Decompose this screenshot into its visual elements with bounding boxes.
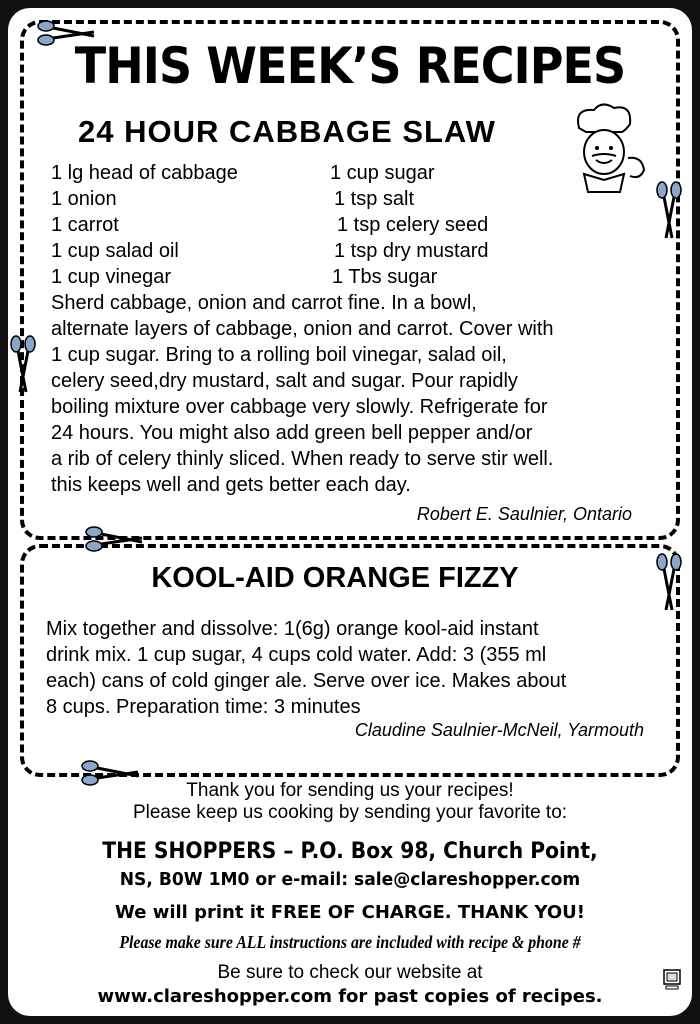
footer-website: www.clareshopper.com for past copies of recipes.: [97, 986, 603, 1007]
recipe1-ingredients-right: [330, 160, 489, 290]
direction-line: Mix together and dissolve: 1(6g) orange kool-aid instant: [46, 618, 539, 640]
footer-website-intro: Be sure to check our website at: [217, 962, 483, 983]
ingredient: 1 cup sugar: [330, 162, 435, 184]
direction-line: boiling mixture over cabbage very slowly. Refrigerate for: [51, 396, 548, 418]
computer-icon: [662, 968, 682, 992]
scissors-icon: [84, 524, 144, 554]
thanks-line: Thank you for sending us your recipes!: [186, 780, 514, 801]
recipe2-directions: [46, 616, 666, 720]
recipe1-ingredients-left: [51, 160, 238, 290]
ingredient: 1 cup salad oil: [51, 240, 179, 262]
direction-line: each) cans of cold ginger ale. Serve over ice. Makes about: [46, 670, 567, 692]
recipe2-title: KOOL-AID ORANGE FIZZY: [151, 562, 519, 594]
thanks-line: Please keep us cooking by sending your favorite to:: [132, 802, 568, 823]
direction-line: drink mix. 1 cup sugar, 4 cups cold water. Add: 3 (355 ml: [46, 644, 547, 666]
recipe1-credit: Robert E. Saulnier, Ontario: [416, 504, 632, 524]
recipe1-title: 24 HOUR CABBAGE SLAW: [78, 114, 496, 149]
direction-line: 24 hours. You might also add green bell pepper and/or: [51, 422, 533, 444]
direction-line: Sherd cabbage, onion and carrot fine. In a bowl,: [51, 292, 477, 314]
ingredient: 1 onion: [51, 188, 117, 210]
direction-line: 1 cup sugar. Bring to a rolling boil vinegar, salad oil,: [51, 344, 507, 366]
direction-line: 8 cups. Preparation time: 3 minutes: [46, 696, 361, 718]
ingredient: 1 tsp salt: [334, 188, 415, 210]
direction-line: celery seed,dry mustard, salt and sugar. Pour rapidly: [51, 370, 518, 392]
page-title: THIS WEEK’S RECIPES: [74, 37, 626, 95]
footer-note: Please make sure ALL instructions are included with recipe & phone #: [119, 932, 581, 952]
address-line: NS, B0W 1M0 or e-mail: sale@clareshopper.com: [119, 869, 581, 890]
recipe2-credit: Claudine Saulnier-McNeil, Yarmouth: [354, 720, 644, 740]
direction-line: a rib of celery thinly sliced. When ready to serve stir well.: [51, 448, 554, 470]
chef-icon: [564, 100, 654, 200]
ingredient: 1 cup vinegar: [51, 266, 172, 288]
ingredient: 1 Tbs sugar: [332, 266, 438, 288]
direction-line: this keeps well and gets better each day.: [51, 474, 411, 496]
ingredient: 1 lg head of cabbage: [51, 162, 238, 184]
footer-address: [8, 838, 692, 894]
ingredient: 1 tsp celery seed: [337, 214, 489, 236]
ingredient: 1 carrot: [51, 214, 119, 236]
footer-thanks: [8, 780, 692, 824]
scissors-icon: [8, 334, 38, 394]
address-line: THE SHOPPERS – P.O. Box 98, Church Point,: [102, 839, 598, 864]
direction-line: alternate layers of cabbage, onion and carrot. Cover with: [51, 318, 554, 340]
recipe-page: [8, 8, 692, 1016]
scissors-icon: [654, 180, 684, 240]
recipe1-directions: [51, 290, 661, 498]
footer-free: We will print it FREE OF CHARGE. THANK YOU!: [115, 902, 585, 923]
ingredient: 1 tsp dry mustard: [334, 240, 489, 262]
